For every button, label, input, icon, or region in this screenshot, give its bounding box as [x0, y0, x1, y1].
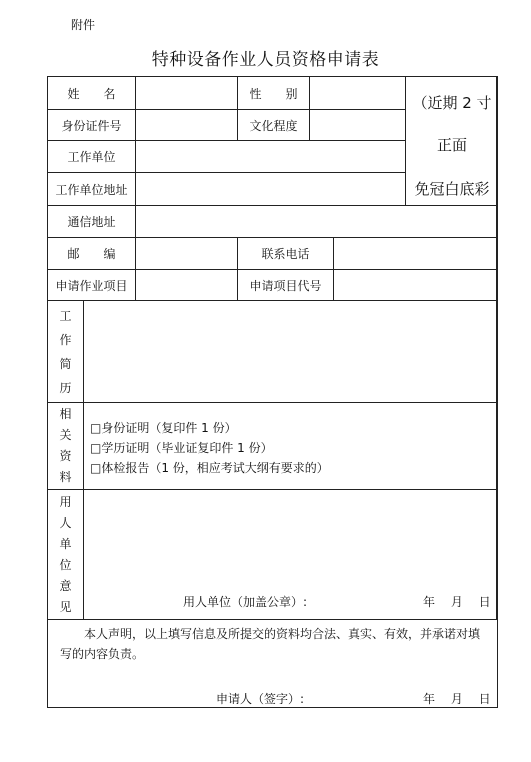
phone-label: 联系电话	[238, 238, 334, 270]
mailing-address-field[interactable]	[136, 206, 497, 238]
applied-item-field[interactable]	[136, 270, 238, 301]
documents-label: 相关资料	[48, 403, 84, 490]
id-number-label: 身份证件号	[48, 110, 136, 141]
postcode-label: 邮 编	[48, 238, 136, 270]
mailing-address-label: 通信地址	[48, 206, 136, 238]
education-label: 文化程度	[238, 110, 310, 141]
name-field[interactable]	[136, 77, 238, 110]
applicant-sign-label: 申请人（签字）:	[216, 692, 305, 706]
attachment-label: 附件	[71, 18, 96, 32]
documents-list	[90, 418, 329, 478]
applicant-date: 年 月 日	[423, 692, 491, 706]
employer-field[interactable]	[136, 141, 406, 173]
employer-seal-label: 用人单位（加盖公章）:	[183, 595, 308, 609]
employer-label: 工作单位	[48, 141, 136, 173]
doc-item-id[interactable]: □身份证明（复印件 1 份）	[90, 421, 237, 435]
phone-field[interactable]	[334, 238, 497, 270]
declaration-text: 本人声明，以上填写信息及所提交的资料均合法、真实、有效，并承诺对填写的内容负责。	[60, 627, 481, 661]
name-label: 姓 名	[48, 77, 136, 110]
applied-item-code-field[interactable]	[334, 270, 497, 301]
employer-address-label: 工作单位地址	[48, 173, 136, 206]
photo-note-line2: 正面	[436, 136, 467, 154]
applied-item-code-label: 申请项目代号	[238, 270, 334, 301]
work-history-field[interactable]	[84, 301, 497, 403]
employer-address-field[interactable]	[136, 173, 406, 206]
doc-item-medical[interactable]: □体检报告（1 份，相应考试大纲有要求的）	[90, 461, 329, 475]
doc-item-education[interactable]: □学历证明（毕业证复印件 1 份）	[90, 441, 273, 455]
page-title: 特种设备作业人员资格申请表	[151, 50, 380, 70]
postcode-field[interactable]	[136, 238, 238, 270]
employer-opinion-label: 用人单位意见	[48, 490, 84, 620]
education-field[interactable]	[310, 110, 406, 141]
photo-note-line1: （近期 2 寸	[412, 94, 492, 112]
gender-label: 性 别	[238, 77, 310, 110]
id-number-field[interactable]	[136, 110, 238, 141]
employer-date: 年 月 日	[423, 595, 491, 609]
photo-note-line3: 免冠白底彩	[414, 180, 490, 198]
gender-field[interactable]	[310, 77, 406, 110]
applied-item-label: 申请作业项目	[48, 270, 136, 301]
work-history-label: 工作简历	[48, 301, 84, 403]
